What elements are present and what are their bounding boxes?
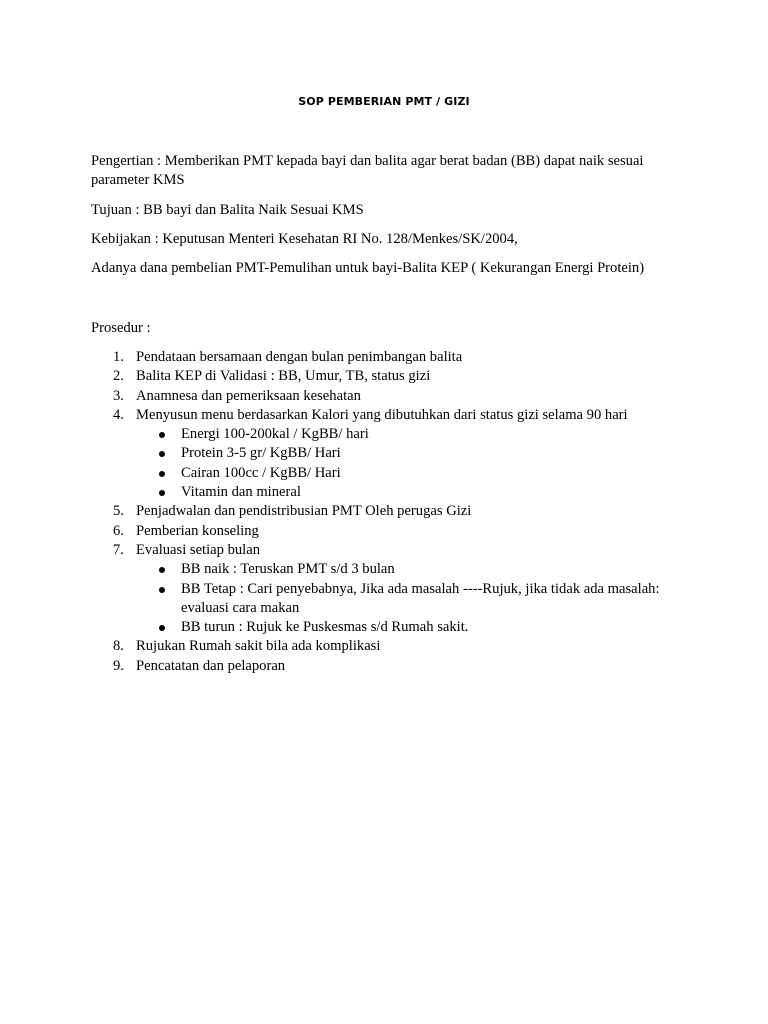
sub-step	[91, 444, 691, 463]
sub-step	[91, 425, 691, 444]
procedure-list	[91, 348, 691, 676]
procedure-step	[91, 367, 691, 386]
step-number: 7.	[113, 541, 124, 558]
step-number: 8.	[113, 638, 124, 655]
bullet-icon	[159, 567, 165, 573]
sub-step-text: Protein 3-5 gr/ KgBB/ Hari	[181, 445, 341, 462]
step-text: Pencatatan dan pelaporan	[136, 657, 286, 674]
pengertian-paragraph: Pengertian : Memberikan PMT kepada bayi dan balita agar berat badan (BB) dapat naik sesuai parameter KMS	[91, 153, 644, 188]
step-text: Pendataan bersamaan dengan bulan penimbangan balita	[136, 349, 463, 365]
prosedur-label: Prosedur :	[91, 320, 151, 336]
procedure-step	[91, 502, 691, 521]
step-number: 9.	[113, 657, 124, 674]
step-text: Rujukan Rumah sakit bila ada komplikasi	[136, 638, 381, 655]
step-text: Pemberian konseling	[136, 522, 259, 539]
sub-step	[91, 464, 691, 483]
bullet-icon	[159, 451, 165, 457]
sub-step	[91, 483, 691, 502]
procedure-step	[91, 541, 691, 560]
sub-step-text: BB naik : Teruskan PMT s/d 3 bulan	[181, 561, 395, 578]
procedure-step	[91, 637, 691, 656]
sub-step-text: Cairan 100cc / KgBB/ Hari	[181, 464, 341, 481]
bullet-icon	[159, 432, 165, 438]
step-number: 5.	[113, 503, 124, 520]
bullet-icon	[159, 587, 165, 593]
sub-step	[91, 580, 691, 619]
step-number: 1.	[113, 349, 124, 365]
step-number: 4.	[113, 406, 124, 423]
bullet-icon	[159, 625, 165, 631]
tujuan-paragraph: Tujuan : BB bayi dan Balita Naik Sesuai KMS	[91, 202, 364, 218]
bullet-icon	[159, 471, 165, 477]
step-text: Menyusun menu berdasarkan Kalori yang dibutuhkan dari status gizi selama 90 hari	[136, 406, 628, 423]
step-number: 3.	[113, 387, 124, 404]
step-number: 2.	[113, 368, 124, 385]
kebijakan-paragraph: Kebijakan : Keputusan Menteri Kesehatan RI No. 128/Menkes/SK/2004,	[91, 231, 518, 247]
sub-step-text: Energi 100-200kal / KgBB/ hari	[181, 426, 369, 443]
step-text: Penjadwalan dan pendistribusian PMT Oleh perugas Gizi	[136, 503, 472, 520]
adanya-paragraph: Adanya dana pembelian PMT-Pemulihan untuk bayi-Balita KEP ( Kekurangan Energi Protein)	[91, 260, 645, 276]
document-title: SOP PEMBERIAN PMT / GIZI	[298, 95, 470, 108]
sub-step-text: BB Tetap : Cari penyebabnya, Jika ada masalah ----Rujuk, jika tidak ada masalah: evaluasi cara makan	[181, 580, 660, 616]
sub-step	[91, 618, 691, 637]
procedure-step	[91, 657, 691, 676]
step-text: Anamnesa dan pemeriksaan kesehatan	[136, 387, 361, 404]
procedure-step	[91, 522, 691, 541]
procedure-step	[91, 406, 691, 425]
sub-step-text: Vitamin dan mineral	[181, 484, 301, 501]
bullet-icon	[159, 490, 165, 496]
step-text: Evaluasi setiap bulan	[136, 541, 261, 558]
procedure-step	[91, 387, 691, 406]
procedure-step	[91, 348, 691, 367]
sub-step-text: BB turun : Rujuk ke Puskesmas s/d Rumah sakit.	[181, 619, 469, 636]
step-number: 6.	[113, 522, 124, 539]
sub-step	[91, 560, 691, 579]
step-text: Balita KEP di Validasi : BB, Umur, TB, status gizi	[136, 368, 431, 385]
